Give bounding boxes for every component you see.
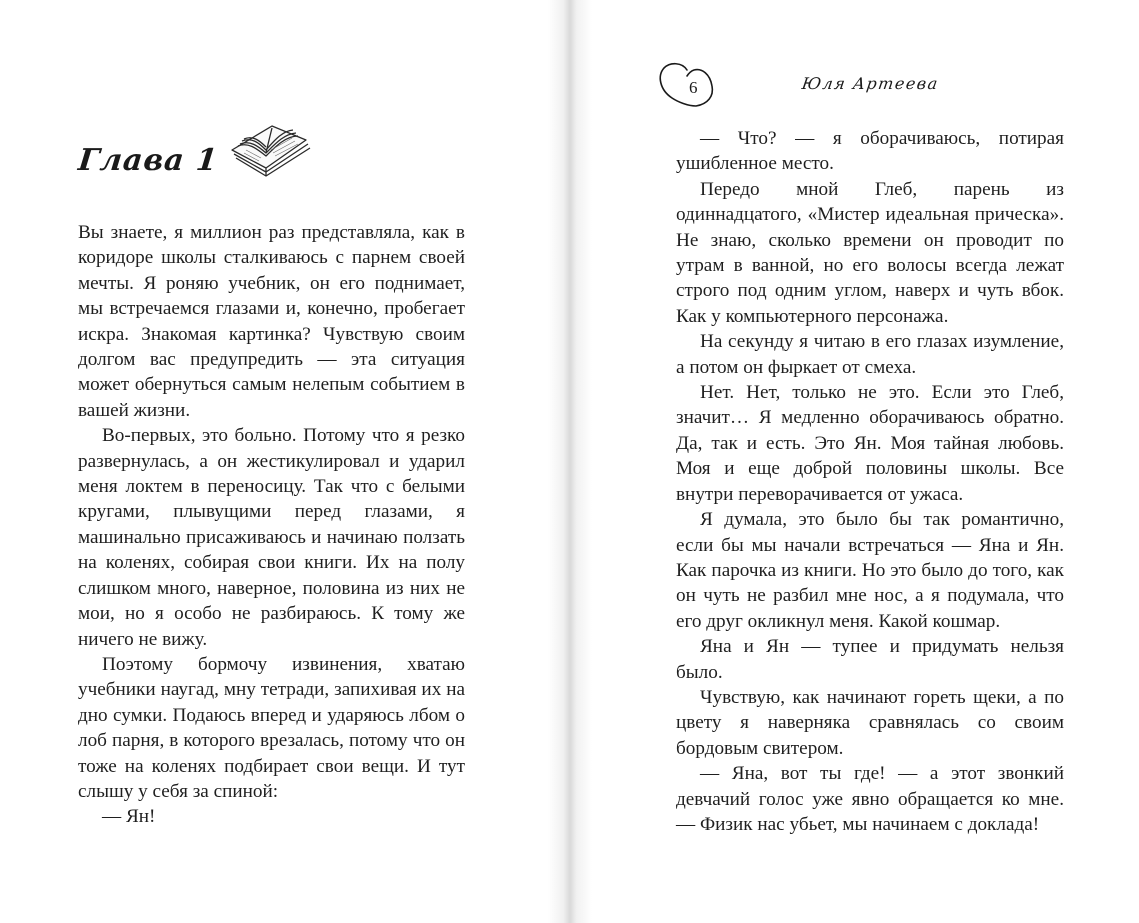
running-header — [656, 60, 939, 110]
chapter-heading — [78, 120, 312, 184]
paragraph: — Ян! — [102, 806, 156, 828]
paragraph: Поэтому бормочу извинения, хватаю учебники наугад, мну тетради, запихивая их на дно сумки. Подаюсь вперед и ударяюсь лбом о лоб парня, в которого врезалась, потому что он тоже на коленях подбирает свои вещи. И тут слышу у себя за спиной: — [78, 653, 465, 802]
chapter-title: Глава 1 — [76, 143, 220, 178]
paragraph: — Яна, вот ты где! — а этот звонкий девчачий голос уже явно обращается ко мне. — Физик нас убьет, мы начинаем с доклада! — [676, 763, 1064, 835]
paragraph: Нет. Нет, только не это. Если это Глеб, значит… Я медленно оборачиваюсь обратно. Да, так и есть. Это Ян. Моя тайная любовь. Моя и еще доброй половины школы. Все внутри переворачивается от ужаса. — [676, 382, 1064, 505]
book-gutter — [548, 0, 592, 923]
paragraph: Во-первых, это больно. Потому что я резко развернулась, а он жестикулировал и ударил меня локтем в переносицу. Так что с белыми кругами, плывущими перед глазами, я машинально присаживаюсь и начинаю ползать на коленях, собирая свои книги. Их на полу слишком много, наверное, половина из них не мои, но я особо не разбираюсь. К тому же ничего не вижу. — [78, 425, 465, 650]
paragraph: — Что? — я оборачиваюсь, потирая ушибленное место. — [676, 128, 1064, 175]
paragraph: Яна и Ян — тупее и придумать нельзя было. — [676, 636, 1064, 683]
paragraph: Я думала, это было бы так романтично, если бы мы начали встречаться — Яна и Ян. Как парочка из книги. Но это было до того, как он чуть не разбил мне нос, а я подумала, что его друг окликнул меня. Какой кошмар. — [676, 509, 1064, 632]
paragraph: Вы знаете, я миллион раз представляла, как в коридоре школы сталкиваюсь с парнем своей мечты. Я роняю учебник, он его поднимает, мы встречаемся глазами и, конечно, пробегает искра. Знакомая картинка? Чувствую своим долгом вас предупредить — эта ситуация может обернуться самым нелепым событием в вашей жизни. — [78, 222, 465, 421]
open-book-icon — [226, 120, 312, 184]
left-page-text — [78, 220, 465, 830]
paragraph: Чувствую, как начинают гореть щеки, а по цвету я наверняка сравнялась со своим бордовым свитером. — [676, 686, 1064, 759]
right-page-text — [676, 126, 1064, 837]
paragraph: Передо мной Глеб, парень из одиннадцатого, «Мистер идеальная прическа». Не знаю, сколько времени он проводит по утрам в ванной, но его волосы всегда лежат строго под одним углом, наверх и чуть вбок. Как у компьютерного персонажа. — [676, 178, 1064, 327]
left-page — [0, 0, 569, 923]
heart-icon — [656, 60, 718, 110]
page-number: 6 — [689, 78, 698, 97]
author-name: Юля Артеева — [800, 73, 941, 93]
paragraph: На секунду я читаю в его глазах изумление, а потом он фыркает от смеха. — [676, 331, 1064, 378]
